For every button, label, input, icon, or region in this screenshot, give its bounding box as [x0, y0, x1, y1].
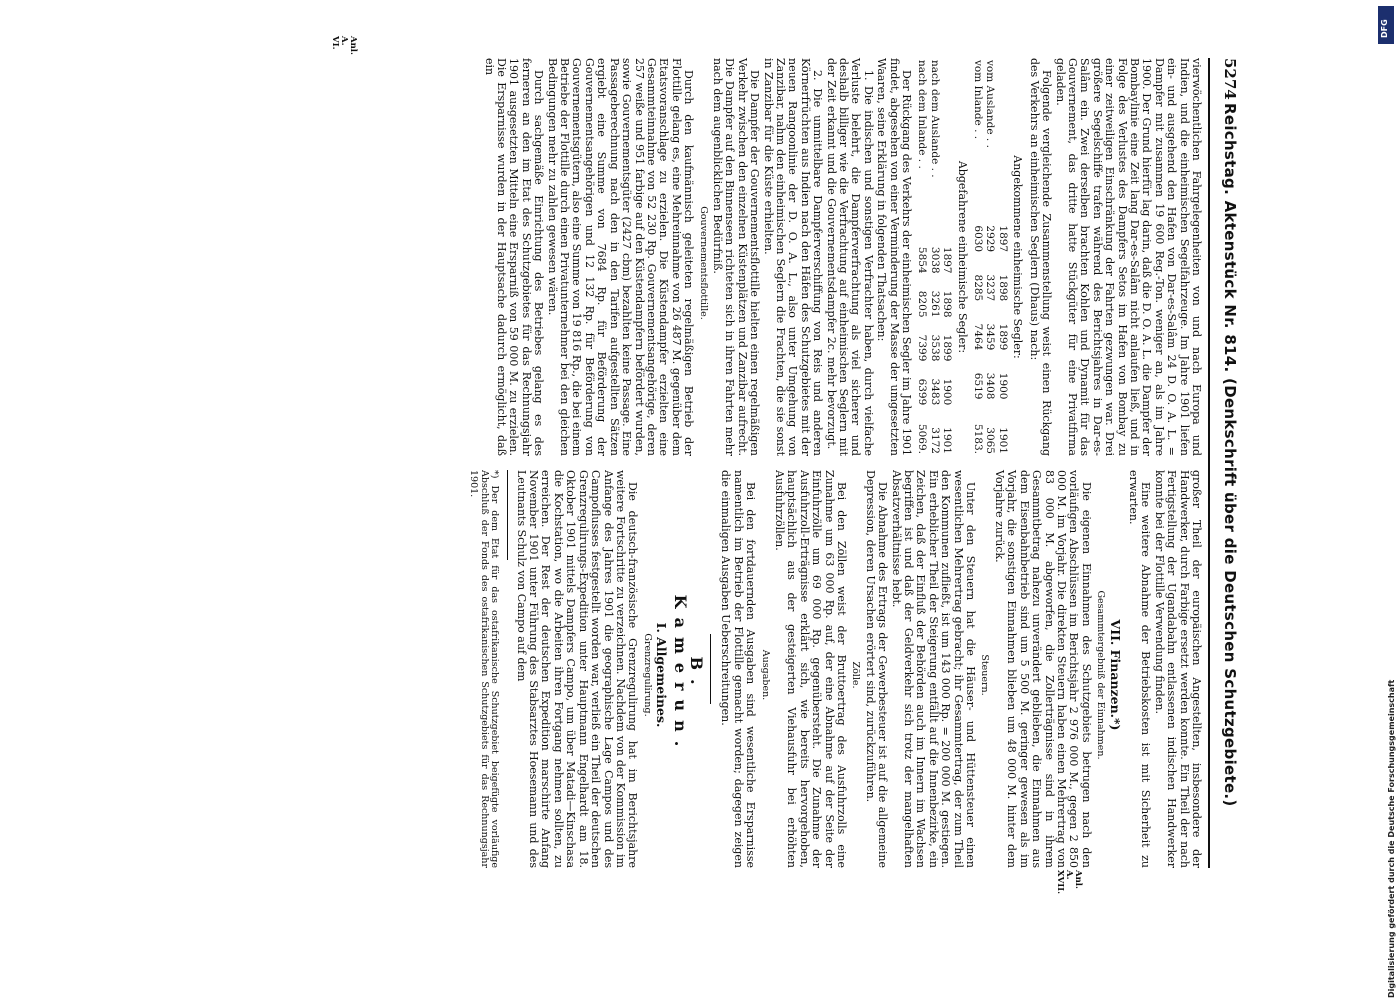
table-row	[928, 58, 940, 456]
year-header: 1900	[941, 378, 954, 406]
cell: 6399	[916, 378, 929, 406]
paragraph: 2. Die unmittelbare Dampferverschiffung von Reis und anderen Körnerfrüchten aus Indien nach den Häfen des Schutzgebietes mit der neuen Rangoonlinie der D. O. A. L., also unter Umgehung von Zanzibar, nahm den einheimischen Seglern die Frachten, die sie sonst in Zanzibar für die Küste erhielten.	[761, 58, 825, 456]
page-number: 5274	[1221, 58, 1239, 100]
dfg-logo-text: DFG	[1380, 19, 1389, 38]
margin-note: Anl. A. VI.	[330, 36, 358, 55]
departures-table	[916, 58, 953, 456]
digitization-credit: Digitalisierung gefördert durch die Deutsche Forschungsgemeinschaft	[1387, 679, 1396, 998]
table-caption: Angekommene einheimische Segler:	[1011, 155, 1025, 359]
row-label: nach dem Auslande . .	[928, 60, 941, 178]
row-label: vom Auslande . .	[984, 60, 997, 148]
paragraph: 1. Die indischen und sonstigen Verfrachter haben, durch vielfache Verluste belehrt, die Dampferverfrachtung als viel sicherer und deshalb billiger wie die Verfrachtung auf einheimischen Seglern mit der Zeit erkannt und die Gouvernementsdampfer 2c. mehr bevorzugt.	[824, 58, 875, 456]
paragraph: Die Abnahme des Ertrags der Gewerbesteuer ist auf die allgemeine Depression, deren Ursachen erörtert sind, zurückzuführen.	[863, 470, 890, 868]
page-header	[1212, 58, 1244, 868]
paragraph: Durch sachgemäße Einrichtung des Betriebes gelang es des ferneren an den im Etat des Schutzgebietes für das Rechnungsjahr 1901 ausgesetzten Mitteln eine Ersparniß von 59 000 M. zu erzielen. Die Ersparnisse wurden in der Hauptsache dadurch ermöglicht, daß ein	[482, 58, 546, 456]
paragraph: Die eigenen Einnahmen des Schutzgebiets betrugen nach den vorläufigen Abschlüssen im Berichtsjahr 2 976 000 M., gegen 2 850 000 M. im Vorjahr. Die direkten Steuern haben einen Mehrertrag von 83 000 M. abgeworfen, die Zollerträgnisse sind in ihrem Gesammtbetrag nahezu unverändert geblieben, die Einnahmen aus dem Eisenbahnbetrieb sind um 5 500 M. geringer gewesen als im Vorjahr, die sonstigen Einnahmen blieben um 48 000 M. hinter dem Vorjahre zurück.	[992, 470, 1093, 868]
right-column	[467, 470, 1202, 868]
year-header: 1901	[996, 427, 1009, 454]
table-header-row	[941, 58, 953, 456]
paragraph: Die deutsch-französische Grenzregulirung hat im Berichtsjahre weitere Fortschritte zu verzeichnen. Nachdem von der Kommission im Anfange des Jahres 1901 die geographische Lage Campos und des Campoflusses festgestellt worden war, verließ ein Theil der deutschen Grenzregulirungs-Expedition unter Hauptmann Engelhardt am 18. Oktober 1901 mittels Dampfers Campo, um über Matadi—Kinschasa die Kochstation, wo die Arbeiten ihren Fortgang nehmen sollten, zu erreichen. Der Rest der deutschen Expedition marschirte Anfang November 1901 unter Führung des Stabsarztes Hoesemann und des Leutnants Schulz von Campo auf dem	[514, 470, 640, 868]
left-column	[481, 58, 1202, 456]
section-subheading: Steuern.	[979, 654, 991, 696]
paragraph: großer Theil der europäischen Angestellten, insbesondere der Handwerker, durch Farbige ersetzt werden konnte. Ein Theil der nach Fertigstellung der Ugandabahn entlassenen indischen Handwerker konnte bei der Flottille Verwendung finden.	[1152, 470, 1203, 868]
paragraph: vierwöchentlichen Fahrgelegenheiten von und nach Europa und Indien, und die einheimischen Segelfahrzeuge. Im Jahre 1901 liefen ein- und ausgehend den Hafen von Dar-es-Salâm 24 D. O. A. L. = Dampfer mit zusammen 19 600 Reg.-Ton. weniger an, als im Jahre 1900. Der Grund hierfür lag darin, daß die D. O. A. L. die Dampfer der Bombaylinie eine Zeit lang Dar-es-Salâm nicht anlaufen ließ, und in Folge des Verlustes des Dampfers Setos im Hafen von Bombay zu einer zeitweiligen Einschränkung der Fahrten gezwungen war. Drei größere Segelschiffe trafen während des Berichtsjahres in Dar-es-Salâm ein. Zwei derselben brachten Kohlen und Dynamit für das Gouvernement, das dritte hatte Stückgüter für eine Privatfirma geladen.	[1053, 58, 1203, 456]
paragraph: Durch den kaufmännisch geleiteten regelmäßigen Betrieb der Flottille gelang es, eine Mehreinnahme von 26 487 M. gegenüber dem Etatsvoranschlage zu erzielen. Die Küstendampfer erzielten eine Gesammteinnahme von 52 230 Rp. Gouvernementsangehörige, deren 257 weiße und 951 farbige auf den Küstendampfern befördert wurden, sowie Gouvernementsgüter (2427 cbm) bezahlten keine Passage. Eine Passageberechnung nach den in den Tarifen aufgestellten Sätzen ergiebt eine Summe von 7684 Rp. für Beförderung der Gouvernementsangehörigen und 12 132 Rp. für Beförderung von Gouvernementsgütern, also eine Summe von 19 816 Rp., die bei einem Betriebe der Flottille durch einen Privatunternehmer bei den gleichen Bedingungen mehr zu zahlen gewesen wären.	[545, 58, 696, 456]
cell: 3483	[928, 378, 941, 406]
cell: 3538	[928, 334, 941, 362]
section-heading: VII. Finanzen.*)	[1107, 619, 1123, 731]
header-rule	[1208, 58, 1210, 868]
year-header: 1897	[941, 246, 954, 274]
year-header: 1901	[941, 427, 954, 454]
section-subheading: Zölle.	[850, 661, 862, 689]
cell: 3172	[928, 427, 941, 454]
year-header: 1899	[941, 334, 954, 362]
paragraph: Bei den fortdauernden Ausgaben sind wesentliche Ersparnisse namentlich im Betrieb der Flottille gemacht worden; dagegen zeigen die einmaligen Ausgaben Ueberschreitungen.	[719, 470, 758, 868]
cell: 8285	[972, 274, 985, 302]
table-header-row	[997, 58, 1009, 456]
cell: 2929	[984, 225, 997, 253]
section-subheading: Grenzregulirung.	[641, 633, 653, 717]
section-heading: I. Allgemeines.	[654, 622, 670, 728]
year-header: 1898	[996, 274, 1009, 302]
cell: 3237	[984, 274, 997, 302]
cell: 5854	[916, 246, 929, 274]
row-label: nach dem Inlande . .	[916, 60, 929, 169]
section-divider	[710, 634, 711, 704]
section-subheading: Gesammtergebniß der Einnahmen.	[1095, 590, 1107, 760]
cell: 7399	[916, 334, 929, 362]
cell: 5183.	[972, 423, 985, 454]
footnote: *) Der dem Etat für das ostafrikanische Schutzgebiet beigefügte vorläufige Abschluß der Fonds des ostafrikanischen Schutzgebiets für das Rechnungsjahr 1901.	[468, 470, 501, 868]
part-letter: B.	[686, 656, 706, 694]
cell: 3261	[928, 290, 941, 318]
colony-title: Kamerun.	[670, 594, 690, 756]
footnote-rule	[507, 470, 508, 560]
table-row	[972, 58, 984, 456]
cell: 3038	[928, 246, 941, 274]
year-header: 1900	[996, 372, 1009, 400]
cell: 7464	[972, 323, 985, 351]
year-header: 1897	[996, 225, 1009, 253]
table-caption: Abgefahrene einheimische Segler:	[955, 160, 969, 354]
cell: 6519	[972, 372, 985, 400]
row-label: vom Inlande . .	[972, 60, 985, 140]
cell: 3065	[984, 427, 997, 454]
section-subheading: Gouvernementsflottille.	[697, 206, 709, 320]
paragraph: Der Rückgang des Verkehrs der einheimischen Segler im Jahre 1901 findet, abgesehen von einer Verminderung der Masse der umgesetzten Waaren, seine Erklärung in folgenden Thatsachen:	[875, 58, 914, 456]
cell: 6030	[972, 225, 985, 253]
margin-note: Anl. A. XVII.	[1055, 870, 1083, 895]
paragraph: Bei den Zöllen weist der Bruttoertrag des Ausfuhrzolls eine Zunahme um 63 000 Rp. auf, der eine Abnahme auf der Seite der Einfuhrzölle um 69 000 Rp. gegenübersteht. Die Zunahme der Ausfuhrzoll-Erträgnisse erklärt sich, wie bereits hervorgehoben, hauptsächlich aus der gesteigerten Viehausfuhr bei erhöhten Ausfuhrzöllen.	[773, 470, 849, 868]
year-header: 1899	[996, 323, 1009, 351]
section-subheading: Ausgaben.	[759, 649, 771, 701]
document-page	[37, 36, 1262, 895]
cell: 8205	[916, 290, 929, 318]
running-title: Reichstag. Aktenstück Nr. 814. (Denkschrift über die Deutschen Schutzgebiete.)	[1221, 103, 1239, 807]
arrivals-table	[972, 58, 1009, 456]
cell: 3408	[984, 372, 997, 400]
cell: 3459	[984, 323, 997, 351]
paragraph: Unter den Steuern hat die Häuser- und Hüttensteuer einen wesentlichen Mehrertrag gebracht; ihr Gesammtertrag, der zum Theil den Kommunen zufließt, ist um 143 000 Rp. = 200 000 M. gestiegen. Ein erheblicher Theil der Steigerung entfällt auf die Innenbezirke, ein Zeichen, daß der Einfluß der Behörden auch im Innern im Wachsen begriffen ist und daß der Geldverkehr sich trotz der mangelhaften Absatzverhältnisse hebt.	[889, 470, 978, 868]
cell: 5069.	[916, 423, 929, 454]
paragraph: Die Dampfer der Gouvernementsflottille hielten einen regelmäßigen Verkehr zwischen den einzelnen Küstenplätzen und Zanzibar aufrecht. Die Dampfer auf den Binnenseen richteten sich in ihren Fahrten mehr nach dem augenblicklichen Bedürfniß.	[710, 58, 762, 456]
year-header: 1898	[941, 290, 954, 318]
table-row	[984, 58, 996, 456]
paragraph: Eine weitere Abnahme der Betriebskosten ist mit Sicherheit zu erwarten.	[1126, 470, 1153, 868]
table-row	[916, 58, 928, 456]
paragraph: Folgende vergleichende Zusammenstellung weist einen Rückgang des Verkehrs an einheimischen Seglern (Dhaus) nach:	[1027, 58, 1054, 456]
